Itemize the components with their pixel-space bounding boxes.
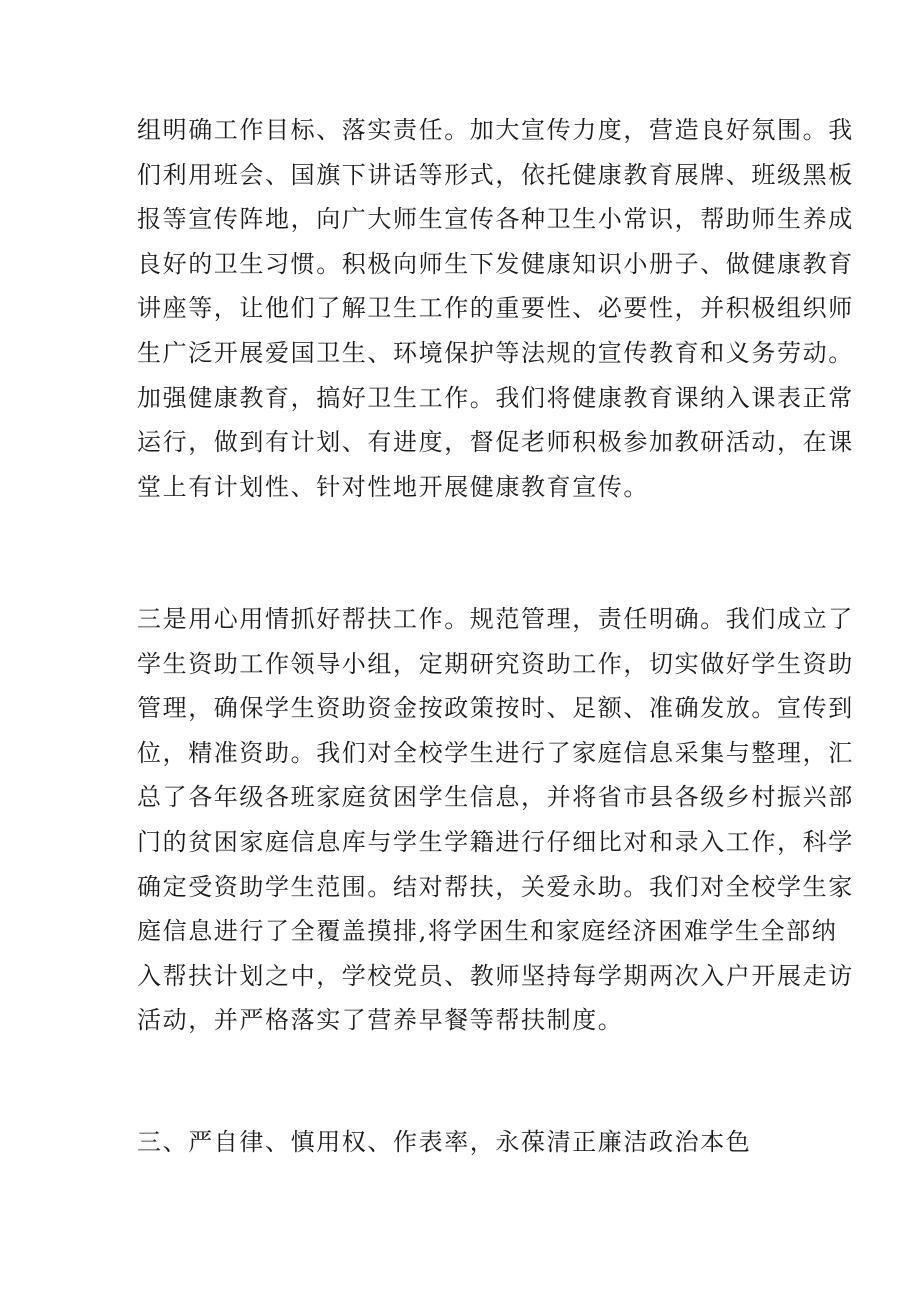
paragraph-line: 学生资助工作领导小组，定期研究资助工作，切实做好学生资助: [137, 649, 854, 678]
paragraph-line: 门的贫困家庭信息库与学生学籍进行仔细比对和录入工作，科学: [137, 827, 854, 856]
paragraph-line: 管理，确保学生资助资金按政策按时、足额、准确发放。宣传到: [137, 694, 854, 723]
section-heading-text: 三、严自律、慎用权、作表率，永葆清正廉洁政治本色: [137, 1128, 752, 1156]
paragraph-line: 庭信息进行了全覆盖摸排,将学困生和家庭经济困难学生全部纳: [137, 917, 838, 946]
paragraph-line: 们利用班会、国旗下讲话等形式，依托健康教育展牌、班级黑板: [137, 160, 854, 189]
paragraph-line: 报等宣传阵地，向广大师生宣传各种卫生小常识，帮助师生养成: [137, 205, 854, 234]
paragraph-health-education: [137, 108, 854, 509]
paragraph-line: 生广泛开展爱国卫生、环境保护等法规的宣传教育和义务劳动。: [137, 338, 854, 367]
paragraph-line: 加强健康教育，搞好卫生工作。我们将健康教育课纳入课表正常: [137, 383, 854, 412]
paragraph-student-assistance: [137, 597, 854, 1043]
paragraph-line: 活动，并严格落实了营养早餐等帮扶制度。: [137, 1006, 624, 1035]
paragraph-line: 三是用心用情抓好帮扶工作。规范管理，责任明确。我们成立了: [137, 605, 854, 633]
paragraph-line: 堂上有计划性、针对性地开展健康教育宣传。: [137, 472, 649, 501]
paragraph-line: 总了各年级各班家庭贫困学生信息，并将省市县各级乡村振兴部: [137, 783, 854, 812]
paragraph-line: 运行，做到有计划、有进度，督促老师积极参加教研活动，在课: [137, 428, 854, 457]
paragraph-line: 组明确工作目标、落实责任。加大宣传力度，营造良好氛围。我: [137, 116, 854, 144]
paragraph-line: 位，精准资助。我们对全校学生进行了家庭信息采集与整理，汇: [137, 738, 854, 767]
paragraph-line: 入帮扶计划之中，学校党员、教师坚持每学期两次入户开展走访: [137, 961, 854, 990]
paragraph-line: 讲座等，让他们了解卫生工作的重要性、必要性，并积极组织师: [137, 294, 854, 323]
paragraph-line: 良好的卫生习惯。积极向师生下发健康知识小册子、做健康教育: [137, 249, 854, 278]
paragraph-line: 确定受资助学生范围。结对帮扶，关爱永助。我们对全校学生家: [137, 872, 854, 901]
section-heading: [137, 1120, 797, 1165]
